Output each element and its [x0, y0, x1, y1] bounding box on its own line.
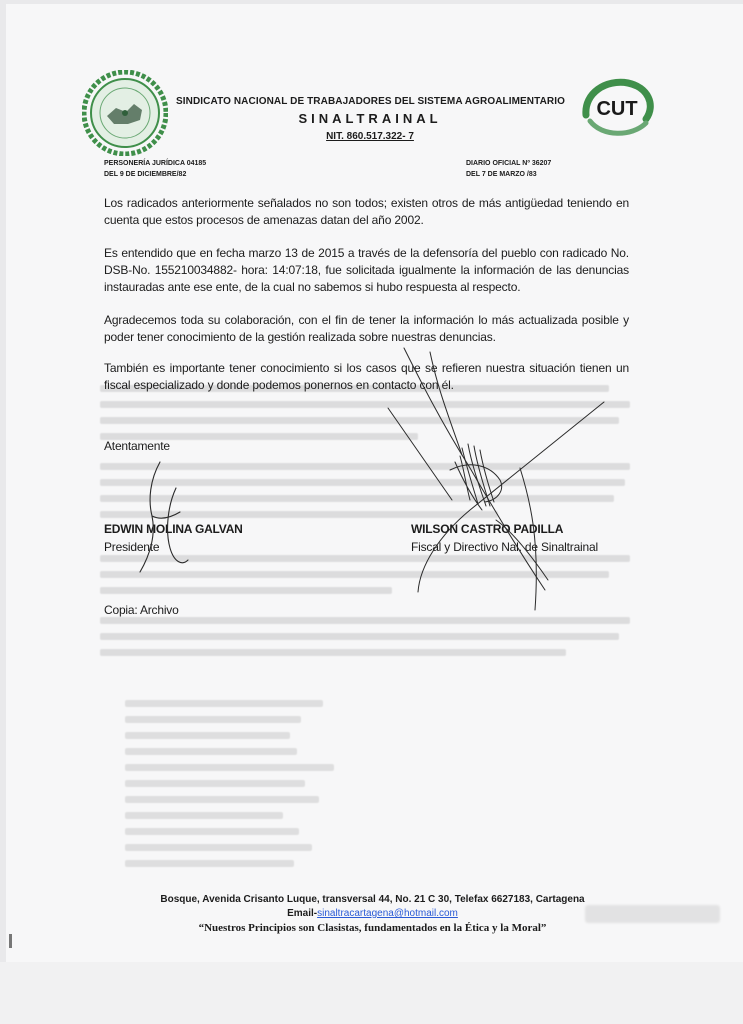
- body-paragraph: Agradecemos toda su colaboración, con el fin de tener la información lo más actualizada posible y poder tener conocimiento de la gestión realizada sobre nuestras denuncias.: [104, 313, 629, 344]
- signatory-role: Presidente: [104, 540, 160, 554]
- footer-address: Bosque, Avenida Crisanto Luque, transversal 44, No. 21 C 30, Telefax 6627183, Cartagena: [160, 894, 585, 905]
- body-paragraph: También es importante tener conocimiento si los casos que se refieren nuestra situación tienen un fiscal especializado y donde podemos ponernos en contacto con él.: [104, 361, 629, 392]
- signatory-name: EDWIN MOLINA GALVAN: [104, 522, 243, 536]
- closing-salutation: Atentamente: [104, 439, 170, 453]
- official-gazette-line: DIARIO OFICIAL Nº 36207: [466, 160, 552, 167]
- margin-mark: [9, 934, 12, 948]
- logo-text: CUT: [596, 98, 638, 120]
- body-paragraph: Es entendido que en fecha marzo 13 de 2015 a través de la defensoría del pueblo con radicado No. DSB-No. 155210034882- hora: 14:07:18, fue solicitada igualmente la información de las denuncias instauradas ante ese ente, de la cual no sabemos si hubo respuesta al respecto.: [104, 246, 629, 294]
- copy-note: Copia: Archivo: [104, 603, 179, 617]
- email-label: Email-: [287, 908, 318, 919]
- bleed-through-list: [125, 700, 345, 876]
- legal-registration-line: DEL 9 DE DICIEMBRE/82: [104, 171, 187, 178]
- signatory-role: Fiscal y Directivo Nal. de Sinaltrainal: [411, 540, 598, 554]
- official-gazette-line: DEL 7 DE MARZO /83: [466, 171, 537, 178]
- legal-registration: [104, 158, 206, 180]
- official-gazette: [466, 158, 551, 180]
- signatory-name: WILSON CASTRO PADILLA: [411, 522, 564, 536]
- union-nit: NIT. 860.517.322- 7: [326, 131, 414, 142]
- cut-logo-icon: [576, 75, 658, 141]
- footer-email: [100, 908, 645, 919]
- union-seal-icon: [82, 70, 168, 156]
- email-link[interactable]: sinaltracartagena@hotmail.com: [317, 908, 458, 919]
- legal-registration-line: PERSONERÍA JURÍDICA 04185: [104, 160, 207, 167]
- union-full-name: SINDICATO NACIONAL DE TRABAJADORES DEL SISTEMA AGROALIMENTARIO: [176, 96, 565, 107]
- union-acronym: SINALTRAINAL: [298, 111, 442, 126]
- footer-motto: “Nuestros Principios son Clasistas, fundamentados en la Ética y la Moral”: [198, 922, 547, 934]
- page-margin: [0, 962, 743, 1024]
- body-paragraph: Los radicados anteriormente señalados no son todos; existen otros de más antigüedad teniendo en cuenta que estos procesos de amenazas datan del año 2002.: [104, 196, 629, 227]
